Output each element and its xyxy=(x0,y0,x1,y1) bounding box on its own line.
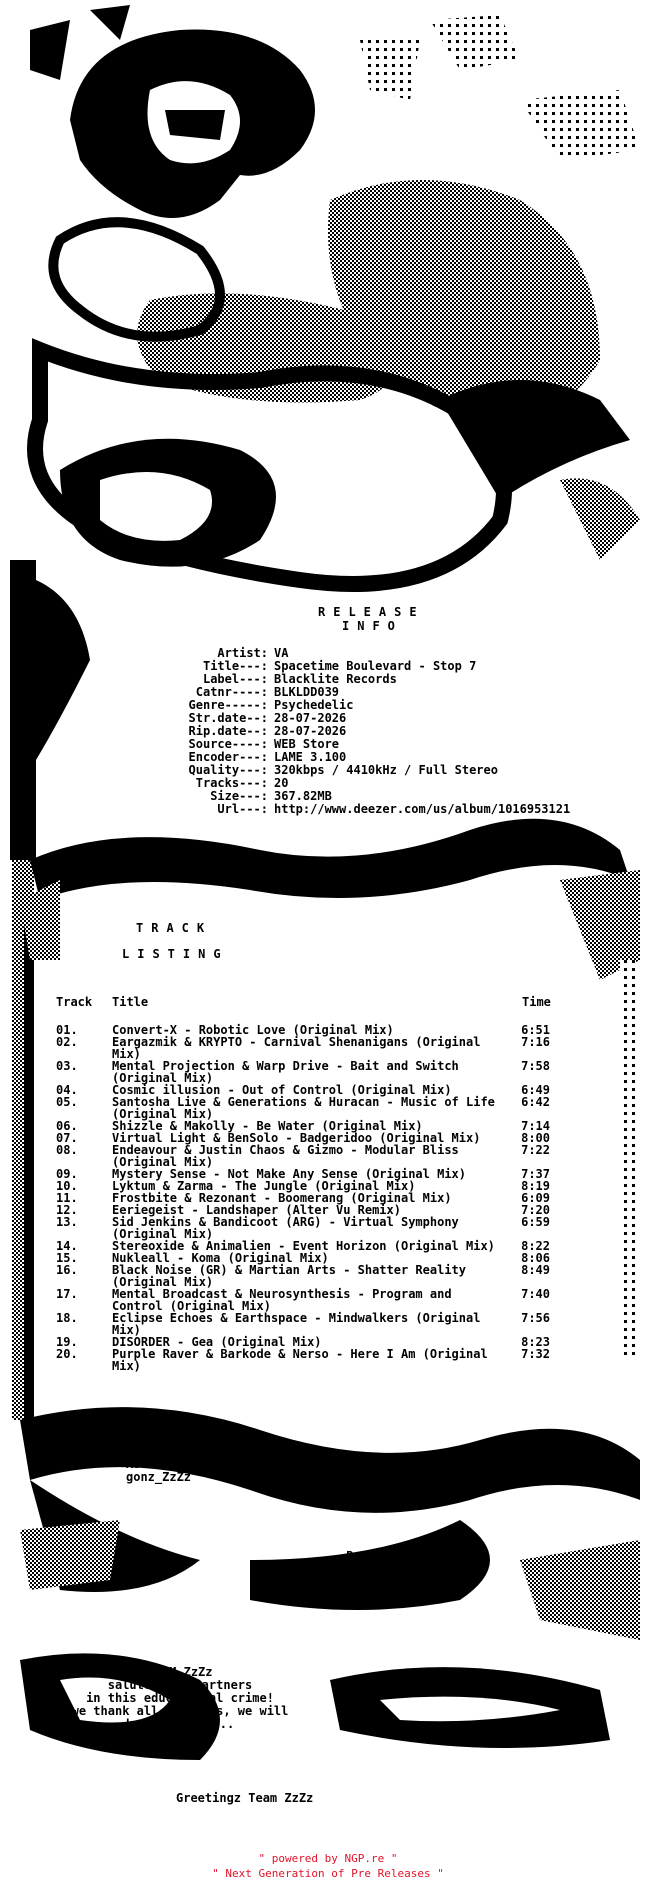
track-number: 07. xyxy=(56,1131,78,1145)
track-number: 20. xyxy=(56,1347,78,1361)
track-time: 7:22 xyxy=(521,1143,550,1157)
table-row xyxy=(56,1216,576,1240)
comment-heading: .C.O.M.M.E.N.T. xyxy=(338,1575,462,1589)
track-number: 14. xyxy=(56,1239,78,1253)
info-row-url xyxy=(152,803,632,816)
track-listing-table xyxy=(56,996,576,1372)
info-value: http://www.deezer.com/us/album/1016953121 xyxy=(274,802,571,816)
team-message-line: keep rocking... xyxy=(125,1717,235,1731)
track-heading: TRACK xyxy=(136,921,213,935)
track-number: 15. xyxy=(56,1251,78,1265)
info-label: Genre-----: xyxy=(188,698,268,712)
release-heading: RELEASE xyxy=(318,605,425,619)
track-time: 6:49 xyxy=(521,1083,550,1097)
track-number: 05. xyxy=(56,1095,78,1109)
info-label: Label---: xyxy=(202,672,268,686)
ascii-credit-line-2: gonz_ZzZz xyxy=(126,1470,192,1484)
info-label: Source----: xyxy=(188,737,268,751)
track-number: 02. xyxy=(56,1035,78,1049)
table-row xyxy=(56,1288,576,1312)
track-time: 6:09 xyxy=(521,1191,550,1205)
table-row xyxy=(56,1036,576,1060)
info-heading: INFO xyxy=(342,619,403,633)
track-title: Santosha Live & Generations & Huracan - Music of Life (Original Mix) xyxy=(112,1095,503,1121)
info-label: Encoder---: xyxy=(188,750,268,764)
track-time: 7:16 xyxy=(521,1035,550,1049)
frame-right xyxy=(620,960,636,1360)
info-value: VA xyxy=(274,646,289,660)
track-time: 7:40 xyxy=(521,1287,550,1301)
table-row xyxy=(56,1096,576,1120)
track-time: 7:37 xyxy=(521,1167,550,1181)
track-time: 6:42 xyxy=(521,1095,550,1109)
table-row xyxy=(56,1348,576,1372)
track-number: 01. xyxy=(56,1023,78,1037)
track-time: 8:06 xyxy=(521,1251,550,1265)
col-time-header: Time xyxy=(522,995,551,1009)
track-title: Mental Broadcast & Neurosynthesis - Program and Control (Original Mix) xyxy=(112,1287,459,1313)
greetings-text: Greetingz Team ZzZz xyxy=(176,1791,314,1805)
track-title: Convert-X - Robotic Love (Original Mix) xyxy=(112,1023,394,1037)
track-title: Mental Projection & Warp Drive - Bait and Switch (Original Mix) xyxy=(112,1059,467,1085)
track-title: Frostbite & Rezonant - Boomerang (Original Mix) xyxy=(112,1191,452,1205)
track-title: DISORDER - Gea (Original Mix) xyxy=(112,1335,322,1349)
info-value: LAME 3.100 xyxy=(274,750,347,764)
track-time: 6:59 xyxy=(521,1215,550,1229)
table-row xyxy=(56,1144,576,1168)
info-label: Catnr----: xyxy=(195,685,268,699)
info-label: Tracks---: xyxy=(195,776,268,790)
listing-heading: LISTING xyxy=(122,947,229,961)
track-number: 09. xyxy=(56,1167,78,1181)
info-label: Url---: xyxy=(217,802,268,816)
track-title: Stereoxide & Animalien - Event Horizon (Original Mix) xyxy=(112,1239,495,1253)
track-rows xyxy=(56,1024,576,1372)
track-time: 7:32 xyxy=(521,1347,550,1361)
info-value: Blacklite Records xyxy=(274,672,397,686)
info-value: 28-07-2026 xyxy=(274,711,347,725)
track-number: 12. xyxy=(56,1203,78,1217)
track-number: 11. xyxy=(56,1191,78,1205)
track-title: Eclipse Echoes & Earthspace - Mindwalkers (Original Mix) xyxy=(112,1311,488,1337)
release-info-table xyxy=(152,647,632,816)
team-message-line: salutes all partners xyxy=(107,1678,253,1692)
info-value: BLKLDD039 xyxy=(274,685,340,699)
info-value: Spacetime Boulevard - Stop 7 xyxy=(274,659,477,673)
track-number: 16. xyxy=(56,1263,78,1277)
info-value: 28-07-2026 xyxy=(274,724,347,738)
track-number: 18. xyxy=(56,1311,78,1325)
track-number: 19. xyxy=(56,1335,78,1349)
track-title: Eargazmik & KRYPTO - Carnival Shenanigans (Original Mix) xyxy=(112,1035,488,1061)
info-value: 367.82MB xyxy=(274,789,332,803)
track-number: 04. xyxy=(56,1083,78,1097)
team-message xyxy=(40,1666,320,1731)
team-message-line: TEAM ZzZz xyxy=(147,1665,213,1679)
track-title: Cosmic illusion - Out of Control (Original Mix) xyxy=(112,1083,452,1097)
track-time: 7:56 xyxy=(521,1311,550,1325)
track-title: Shizzle & Makolly - Be Water (Original Mix) xyxy=(112,1119,423,1133)
track-title: Lyktum & Zarma - The Jungle (Original Mix) xyxy=(112,1179,416,1193)
track-number: 06. xyxy=(56,1119,78,1133)
footer-powered-by: " powered by NGP.re " xyxy=(258,1852,398,1865)
track-title: Nukleall - Koma (Original Mix) xyxy=(112,1251,329,1265)
track-table-header xyxy=(56,996,576,1008)
track-time: 7:20 xyxy=(521,1203,550,1217)
col-track-header: Track xyxy=(56,995,93,1009)
info-label: Rip.date--: xyxy=(188,724,268,738)
track-title: Black Noise (GR) & Martian Arts - Shatter Reality (Original Mix) xyxy=(112,1263,474,1289)
track-time: 7:14 xyxy=(521,1119,550,1133)
track-title: Sid Jenkins & Bandicoot (ARG) - Virtual Symphony (Original Mix) xyxy=(112,1215,467,1241)
team-message-line: we thank all the fans, we will xyxy=(71,1704,289,1718)
track-time: 8:49 xyxy=(521,1263,550,1277)
col-title-header: Title xyxy=(112,995,149,1009)
info-value: Psychedelic xyxy=(274,698,354,712)
rippers-heading: .R.I.P.P.E.R.S. xyxy=(338,1549,462,1563)
table-row xyxy=(56,1060,576,1084)
track-number: 08. xyxy=(56,1143,78,1157)
track-number: 03. xyxy=(56,1059,78,1073)
track-time: 8:00 xyxy=(521,1131,550,1145)
track-time: 6:51 xyxy=(521,1023,550,1037)
info-label: Title---: xyxy=(202,659,268,673)
info-value: 20 xyxy=(274,776,289,790)
table-row xyxy=(56,1312,576,1336)
track-title: Purple Raver & Barkode & Nerso - Here I Am (Original Mix) xyxy=(112,1347,495,1373)
info-label: Quality---: xyxy=(188,763,268,777)
ascii-credit-line-1: ASCii by xyxy=(126,1457,184,1471)
frame-top-wave xyxy=(20,819,640,980)
track-title: Virtual Light & BenSolo - Badgeridoo (Original Mix) xyxy=(112,1131,481,1145)
table-row xyxy=(56,1264,576,1288)
info-label: Str.date--: xyxy=(188,711,268,725)
info-value: WEB Store xyxy=(274,737,340,751)
team-message-line: in this educational crime! xyxy=(86,1691,274,1705)
track-number: 13. xyxy=(56,1215,78,1229)
info-label: Artist: xyxy=(217,646,268,660)
track-time: 8:23 xyxy=(521,1335,550,1349)
info-label: Size---: xyxy=(210,789,268,803)
info-value: 320kbps / 4410kHz / Full Stereo xyxy=(274,763,498,777)
character-head-shape xyxy=(30,5,640,218)
track-title: Mystery Sense - Not Make Any Sense (Original Mix) xyxy=(112,1167,467,1181)
track-time: 7:58 xyxy=(521,1059,550,1073)
track-title: Endeavour & Justin Chaos & Gizmo - Modular Bliss (Original Mix) xyxy=(112,1143,467,1169)
track-number: 17. xyxy=(56,1287,78,1301)
track-time: 8:19 xyxy=(521,1179,550,1193)
footer-tagline: " Next Generation of Pre Releases " xyxy=(212,1867,444,1880)
track-time: 8:22 xyxy=(521,1239,550,1253)
track-title: Eeriegeist - Landshaper (Alter Vu Remix) xyxy=(112,1203,401,1217)
track-number: 10. xyxy=(56,1179,78,1193)
